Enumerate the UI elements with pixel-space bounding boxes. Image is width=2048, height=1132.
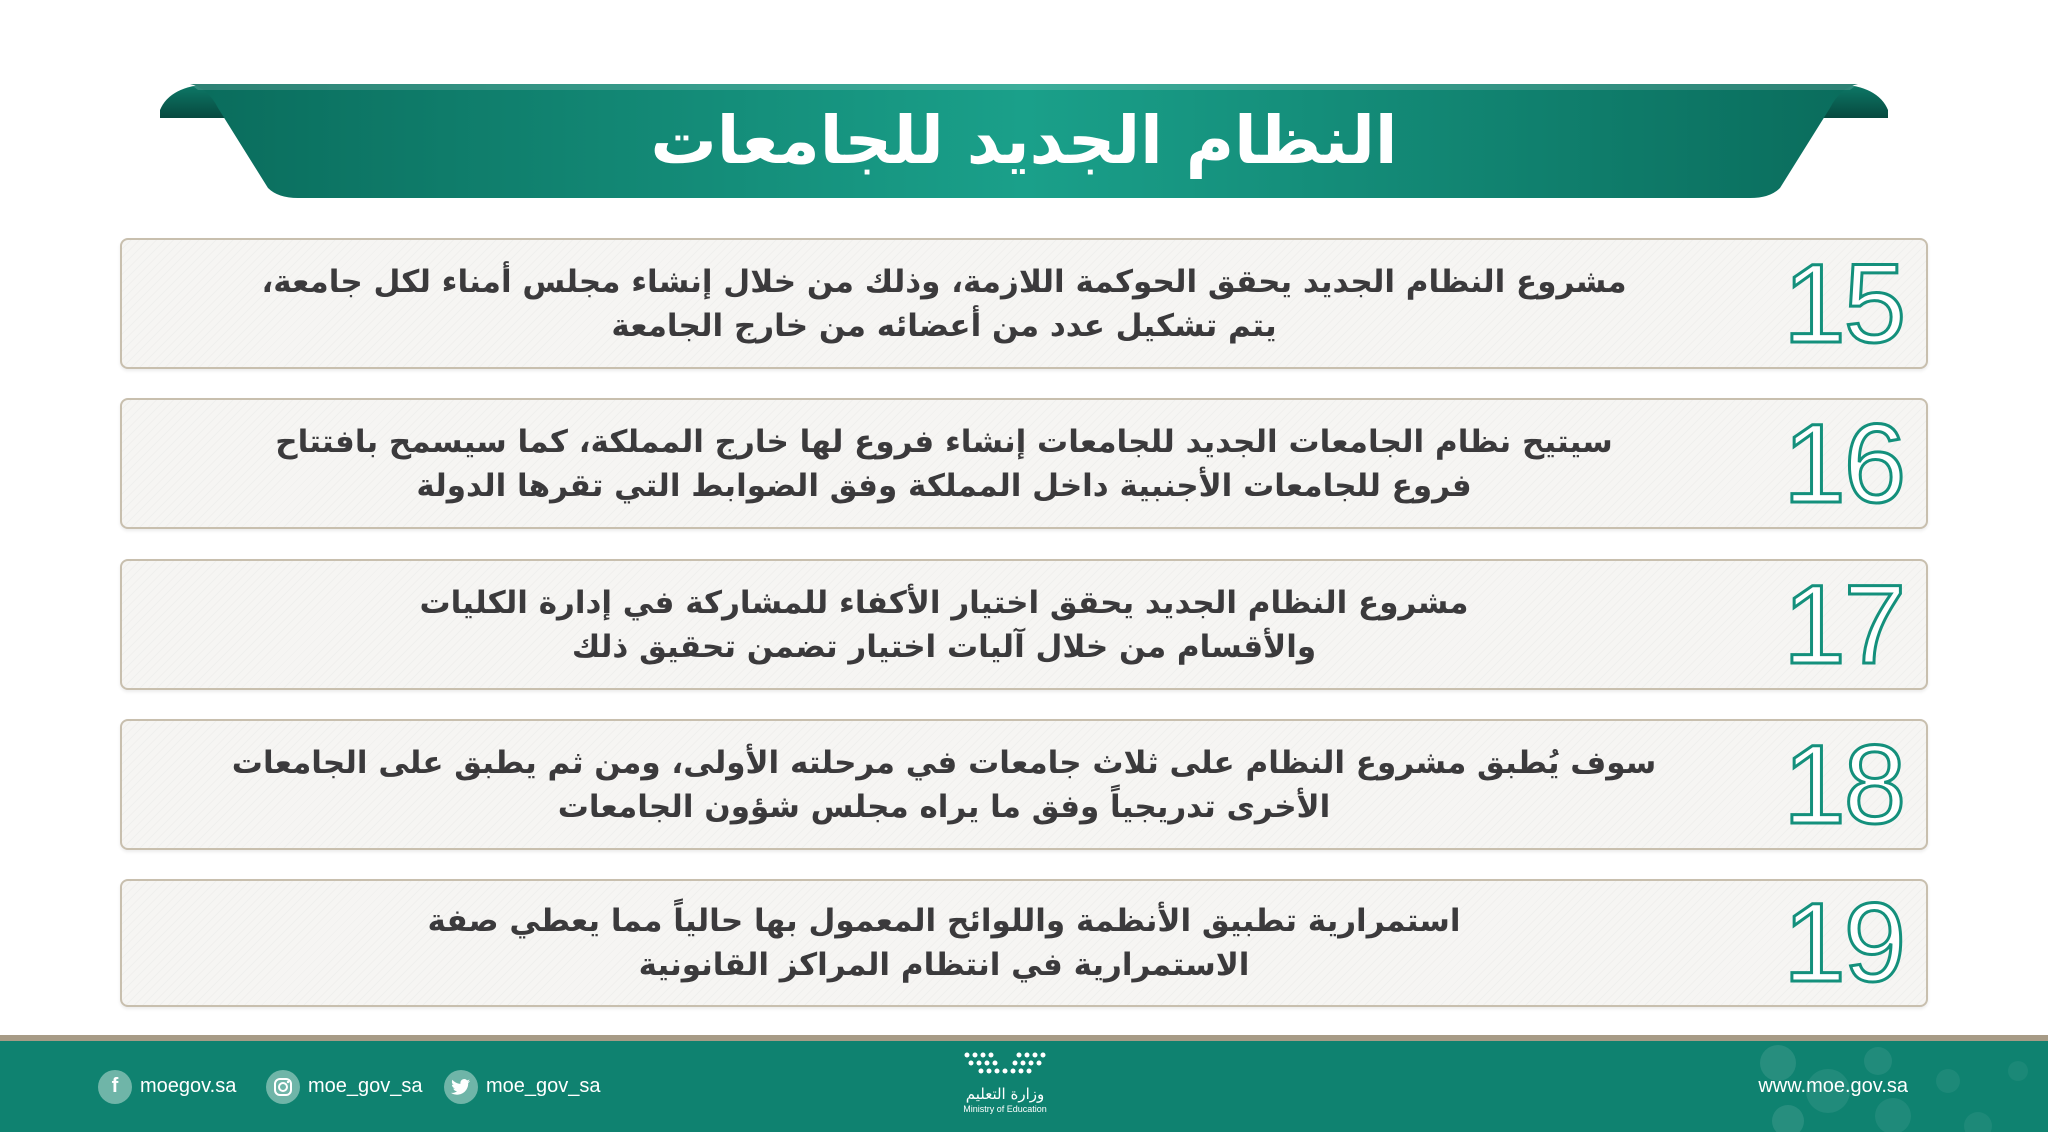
item-line: فروع للجامعات الأجنبية داخل المملكة وفق الضوابط التي تقرها الدولة xyxy=(416,467,1472,504)
item-number: 17 xyxy=(1783,561,1904,687)
instagram-icon xyxy=(266,1070,300,1104)
item-number: 16 xyxy=(1783,400,1904,526)
item-text xyxy=(182,400,1706,527)
list-item xyxy=(120,559,1928,690)
item-text xyxy=(182,881,1706,1005)
list-item xyxy=(120,879,1928,1007)
ministry-name-en: Ministry of Education xyxy=(963,1104,1047,1114)
item-number: 15 xyxy=(1783,240,1904,366)
list-item xyxy=(120,719,1928,850)
item-text xyxy=(182,240,1706,367)
item-line: الاستمرارية في انتظام المراكز القانونية xyxy=(638,947,1250,983)
item-number: 19 xyxy=(1783,880,1904,1005)
item-text xyxy=(182,721,1706,848)
page-title: النظام الجديد للجامعات xyxy=(650,101,1398,179)
twitter-handle: moe_gov_sa xyxy=(486,1075,601,1097)
title-banner xyxy=(150,78,1898,202)
instagram-handle: moe_gov_sa xyxy=(308,1075,423,1097)
item-number: 18 xyxy=(1783,721,1904,847)
facebook-handle: moegov.sa xyxy=(140,1075,237,1097)
facebook-icon: f xyxy=(98,1070,132,1104)
list-item xyxy=(120,398,1928,529)
item-line: سيتيح نظام الجامعات الجديد للجامعات إنشاء فروع لها خارج المملكة، كما سيسمح بافتتاح xyxy=(275,423,1613,460)
twitter-icon xyxy=(444,1070,478,1104)
item-line: يتم تشكيل عدد من أعضائه من خارج الجامعة xyxy=(611,307,1277,344)
item-line: والأقسام من خلال آليات اختيار تضمن تحقيق ذلك xyxy=(571,628,1317,665)
item-text xyxy=(182,561,1706,688)
footer xyxy=(0,1035,2048,1132)
facebook-link[interactable] xyxy=(98,1041,236,1132)
ministry-name-ar: وزارة التعليم xyxy=(965,1085,1045,1103)
twitter-link[interactable] xyxy=(444,1041,601,1132)
list-item xyxy=(120,238,1928,369)
ministry-logo xyxy=(950,1049,1060,1129)
item-line: مشروع النظام الجديد يحقق اختيار الأكفاء للمشاركة في إدارة الكليات xyxy=(419,584,1469,621)
ministry-logo-mark xyxy=(957,1049,1053,1079)
item-line: الأخرى تدريجياً وفق ما يراه مجلس شؤون الجامعات xyxy=(557,788,1331,825)
item-line: سوف يُطبق مشروع النظام على ثلاث جامعات في مرحلته الأولى، ومن ثم يطبق على الجامعات xyxy=(231,744,1657,781)
item-line: استمرارية تطبيق الأنظمة واللوائح المعمول بها حالياً مما يعطي صفة xyxy=(427,903,1461,939)
instagram-link[interactable] xyxy=(266,1041,423,1132)
website-link[interactable]: www.moe.gov.sa xyxy=(1758,1075,1908,1097)
item-line: مشروع النظام الجديد يحقق الحوكمة اللازمة، وذلك من خلال إنشاء مجلس أمناء لكل جامعة، xyxy=(261,263,1627,300)
